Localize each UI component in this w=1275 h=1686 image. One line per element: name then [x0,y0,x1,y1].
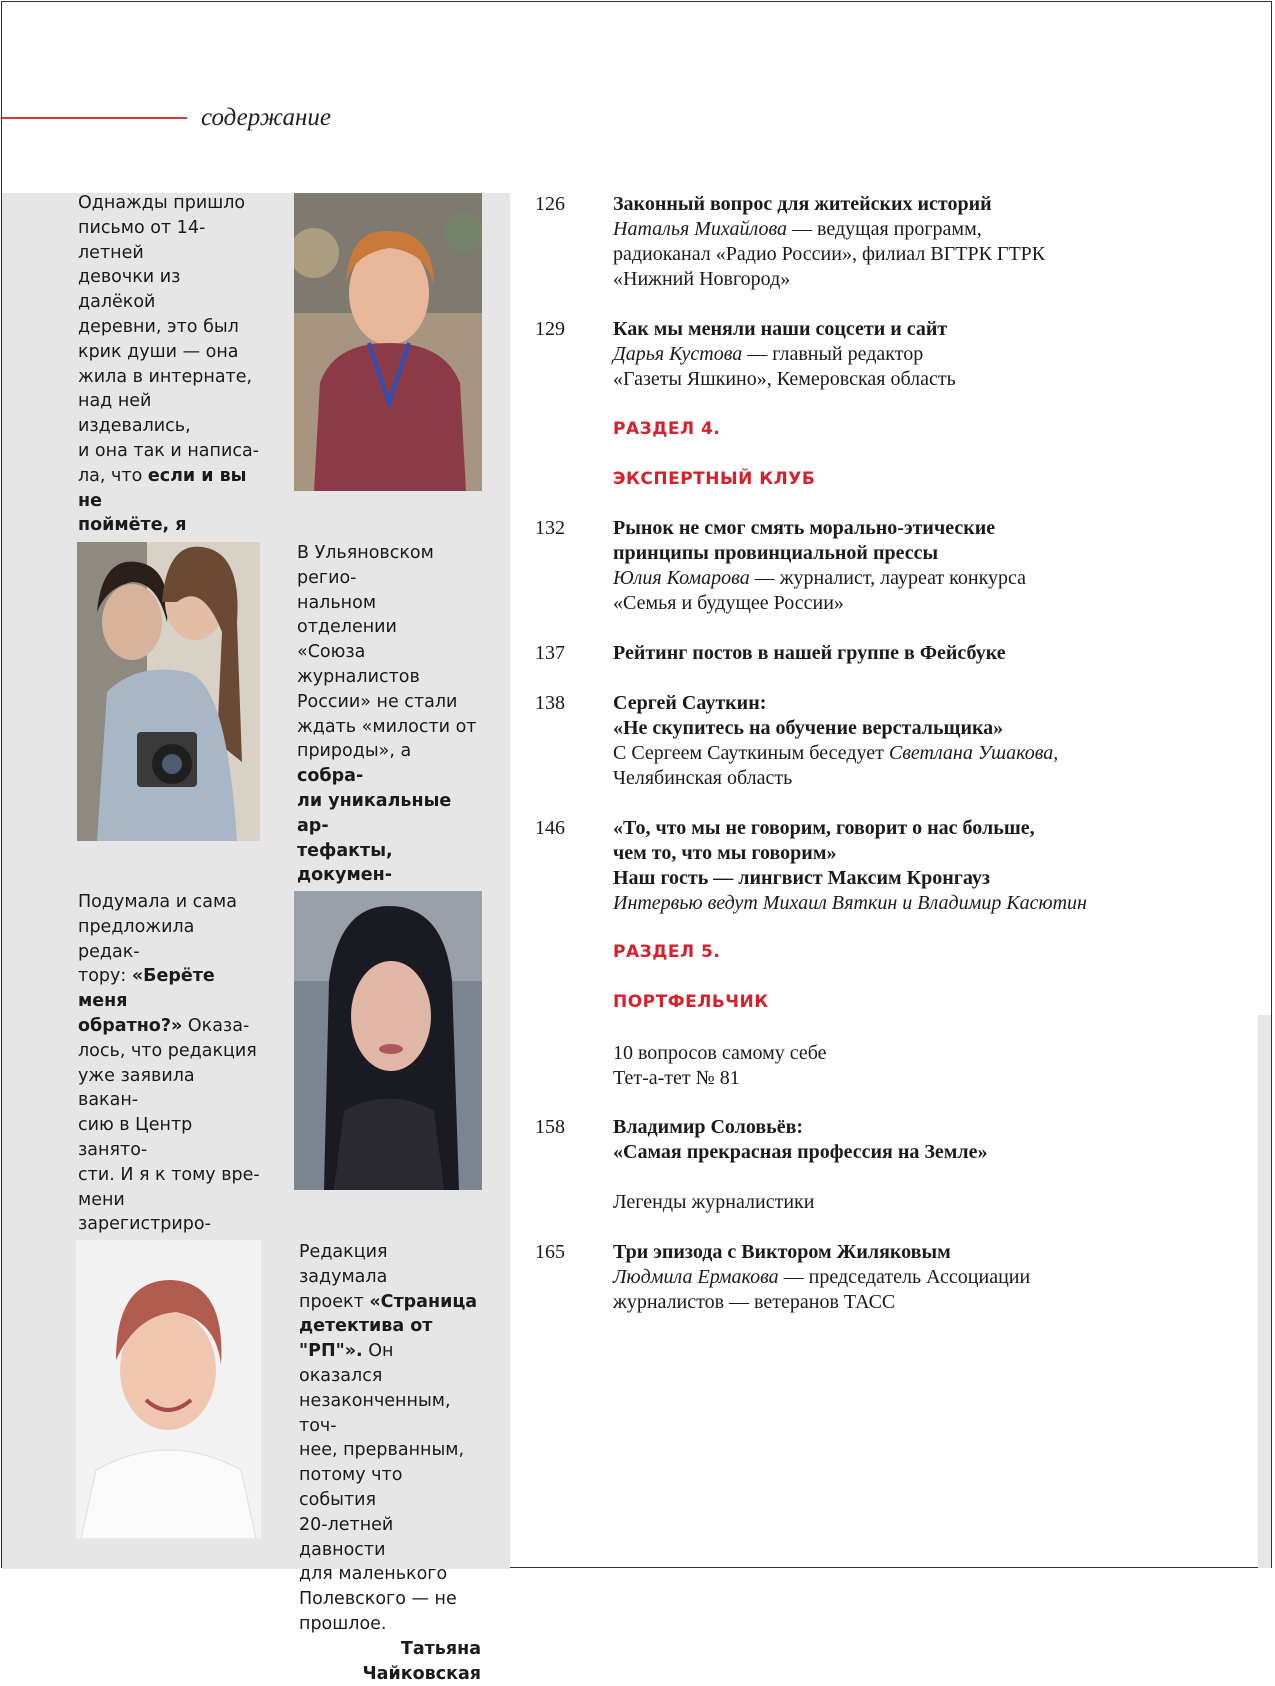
page-title: содержание [201,104,331,131]
article-title: Рейтинг постов в нашей группе в Фейсбуке [613,642,1006,664]
article-description: С Сергеем Сауткиным беседует Светлана Ушакова, Челябинская область [613,742,1059,789]
page-number: 129 [535,318,565,340]
page-edge-tab [1258,1015,1271,1568]
quote-text: Он оказался незаконченным, точ- нее, прерванным, потому что события 20-летней давности для маленького Полевского — не прошлое. [299,1341,465,1634]
article-description: Наталья Михайлова — ведущая программ, радиоканал «Радио России», филиал ВГТРК ГТРК «Нижний Новгород» [613,218,1046,290]
quote-text: Подумала и сама предложила редак- тору: [78,892,237,987]
page-number: 165 [535,1241,565,1263]
section-name: ЭКСПЕРТНЫЙ КЛУБ [613,469,816,489]
article-title: Сергей Сауткин: «Не скупитесь на обучение верстальщика» [613,692,1004,739]
quote-author: Татьяна Чайковская [362,1638,481,1684]
article-title: Владимир Соловьёв: «Самая прекрасная профессия на Земле» [613,1116,988,1163]
article-description: 10 вопросов самому себе Тет-а-тет № 81 [613,1042,827,1089]
quote-text: Однажды пришло письмо от 14-летней девочки из далёкой деревни, это был крик души — она жила в интернате, над ней издевались, и она так и написа- ла, что [78,193,259,486]
article-description: Интервью ведут Михаил Вяткин и Владимир Касютин [613,892,1087,914]
page-number: 138 [535,692,565,714]
article-title: «То, что мы не говорим, говорит о нас больше, чем то, что мы говорим» Наш гость — лингвист Максим Кронгауз [613,817,1035,889]
rubric-name: Легенды журналистики [613,1191,815,1213]
page-number: 146 [535,817,565,839]
header-rule [2,117,187,119]
page-number: 132 [535,517,565,539]
quote-highlight: если и вы не поймёте, я [78,465,247,536]
article-description: Юлия Комарова — журналист, лауреат конкурса «Семья и будущее России» [613,567,1027,614]
article-title: Рынок не смог смять морально-этические принципы провинциальной прессы [613,517,996,564]
quote-highlight: собра- ли уникальные ар- тефакты, докумен- [297,766,452,886]
section-number: РАЗДЕЛ 5. [613,942,721,962]
page-number: 137 [535,642,565,664]
article-description: Дарья Кустова — главный редактор «Газеты Яшкино», Кемеровская область [613,343,956,390]
article-title: Законный вопрос для житейских историй [613,193,992,215]
portrait-photo [294,193,482,491]
page-number: 158 [535,1116,565,1138]
article-title: Три эпизода с Виктором Жиляковым [613,1241,951,1263]
quote-highlight: «Берёте меня обратно?» [78,966,215,1036]
quote-text: В Ульяновском регио- нальном отделении «Союза журналистов России» не стали ждать «милости от природы», а [297,543,477,762]
quote-block [299,1240,481,1686]
photo-girls-with-camera [77,542,260,841]
page-number: 126 [535,193,565,215]
section-name: ПОРТФЕЛЬЧИК [613,992,769,1012]
portrait-photo [294,891,482,1190]
section-number: РАЗДЕЛ 4. [613,419,721,439]
quote-text: Редакция задумала проект [299,1242,388,1312]
article-description: Людмила Ермакова — председатель Ассоциации журналистов — ветеранов ТАСС [613,1266,1031,1313]
portrait-photo [76,1240,261,1539]
quote-text: Оказа- лось, что редакция уже заявила вакан- сию в Центр занято- сти. И я к тому вре- мени зарегистриро- [78,1015,260,1235]
article-title: Как мы меняли наши соцсети и сайт [613,318,948,340]
quote-highlight: «Страница детектива от "РП"». [299,1291,478,1362]
